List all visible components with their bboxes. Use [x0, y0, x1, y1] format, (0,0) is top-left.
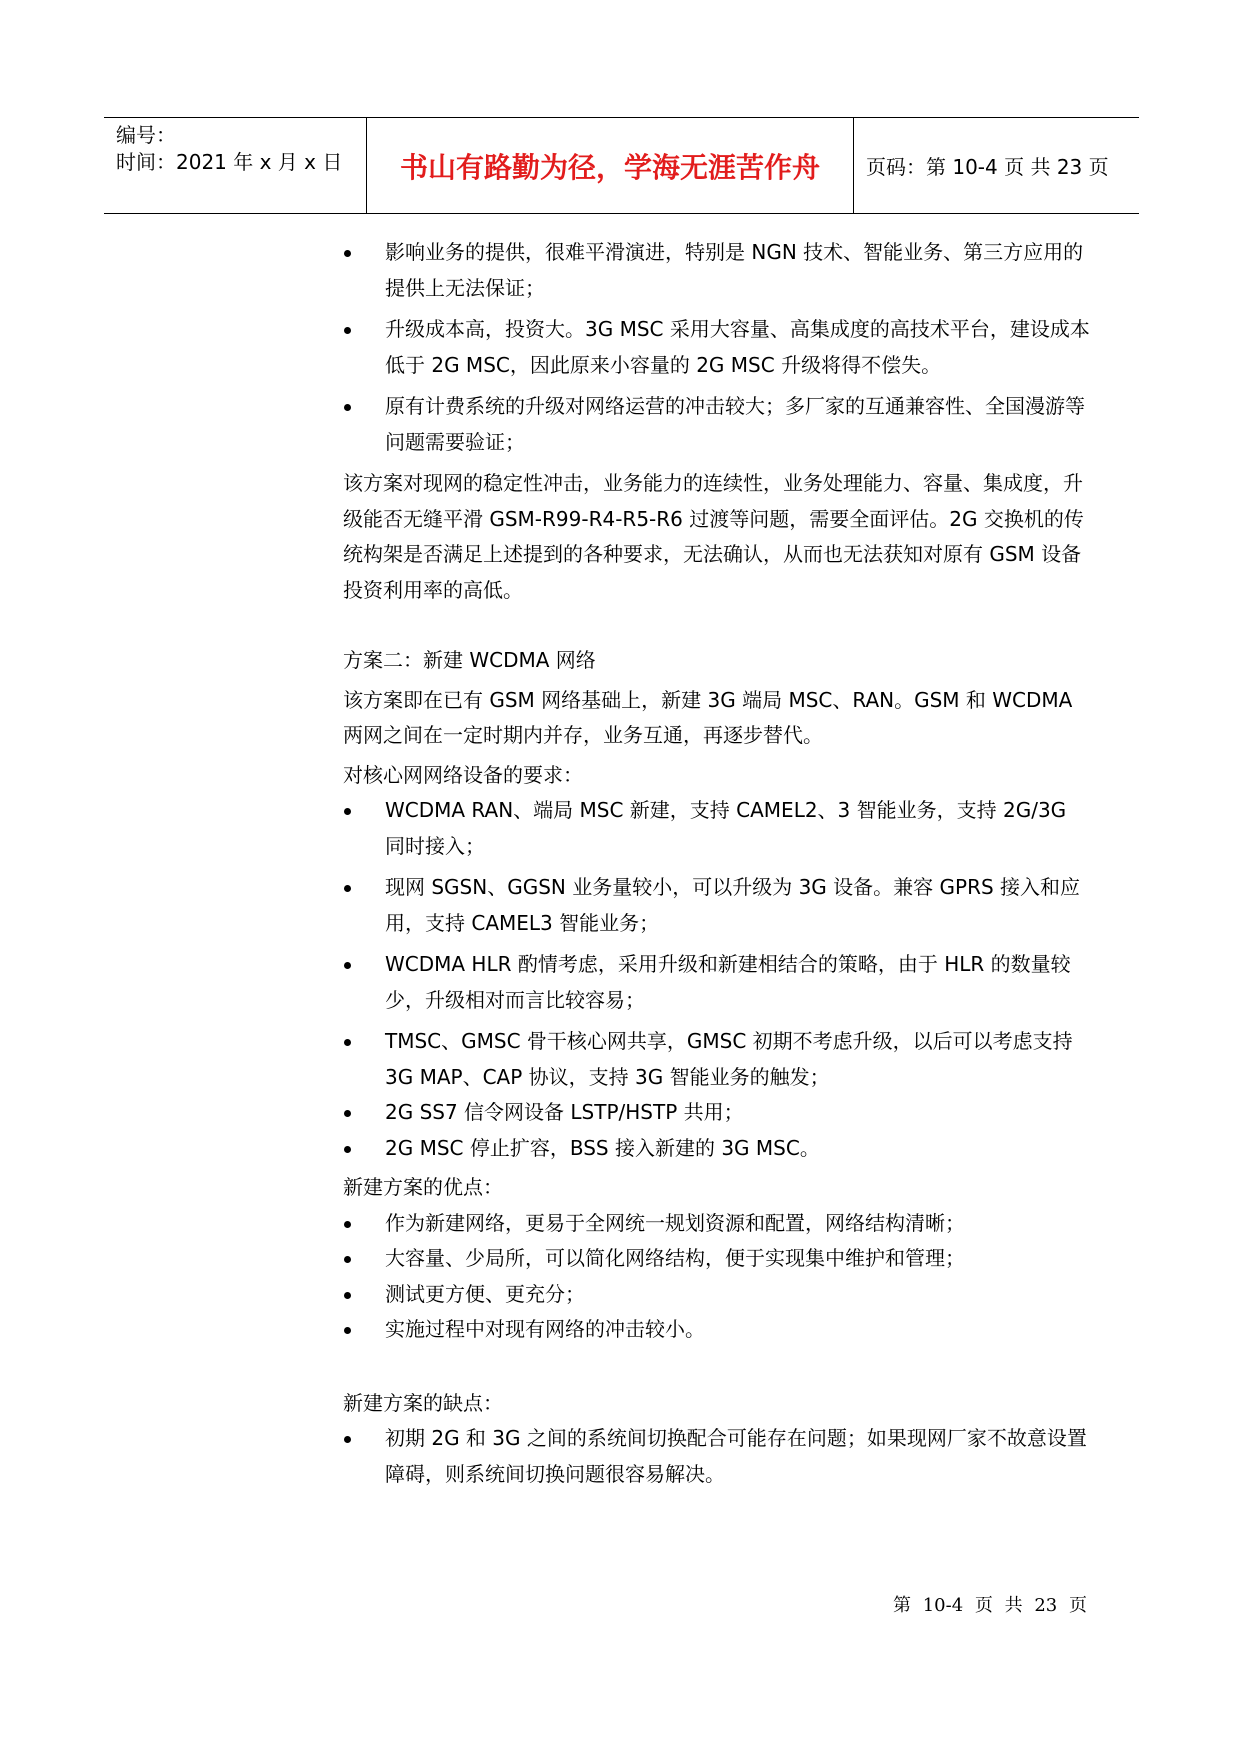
bullet-dot-icon [344, 1039, 351, 1046]
list-item: 测试更方便、更充分； [343, 1277, 1091, 1313]
bullet-dot-icon [344, 1110, 351, 1117]
list-item: 作为新建网络，更易于全网统一规划资源和配置，网络结构清晰； [343, 1206, 1091, 1242]
page-header [104, 117, 1139, 214]
section1-summary: 该方案对现网的稳定性冲击，业务能力的连续性，业务处理能力、容量、集成度，升级能否无缝平滑 GSM-R99-R4-R5-R6 过渡等问题，需要全面评估。2G 交换机的传统构架是否满足上述提到的各种要求，无法确认，从而也无法获知对原有 GSM 设备投资利用率的高低。 [343, 471, 1084, 602]
section2-intro: 该方案即在已有 GSM 网络基础上，新建 3G 端局 MSC、RAN。GSM 和 WCDMA 两网之间在一定时期内并存，业务互通，再逐步替代。 [343, 687, 1073, 747]
bullet-dot-icon [344, 885, 351, 892]
list-item: 原有计费系统的升级对网络运营的冲击较大；多厂家的互通兼容性、全国漫游等问题需要验证； [343, 389, 1091, 460]
bullet-dot-icon [344, 250, 351, 257]
page-footer: 第 10-4 页 共 23 页 [893, 1595, 1087, 1616]
list-item: 影响业务的提供，很难平滑演进，特别是 NGN 技术、智能业务、第三方应用的提供上无法保证； [343, 235, 1091, 306]
list-item: TMSC、GMSC 骨干核心网共享，GMSC 初期不考虑升级，以后可以考虑支持 3G MAP、CAP 协议，支持 3G 智能业务的触发； [343, 1024, 1091, 1095]
list-item: 2G MSC 停止扩容，BSS 接入新建的 3G MSC。 [343, 1131, 1091, 1167]
list-item: WCDMA HLR 酌情考虑，采用升级和新建相结合的策略，由于 HLR 的数量较少，升级相对而言比较容易； [343, 947, 1091, 1018]
list-item: 现网 SGSN、GGSN 业务量较小，可以升级为 3G 设备。兼容 GPRS 接入和应用，支持 CAMEL3 智能业务； [343, 870, 1091, 941]
list-item: WCDMA RAN、端局 MSC 新建，支持 CAMEL2、3 智能业务，支持 2G/3G 同时接入； [343, 793, 1091, 864]
list-item: 初期 2G 和 3G 之间的系统间切换配合可能存在问题；如果现网厂家不故意设置障碍，则系统间切换问题很容易解决。 [343, 1421, 1091, 1492]
bullet-dot-icon [344, 808, 351, 815]
header-page-number: 页码：第 10-4 页 共 23 页 [866, 155, 1109, 179]
requirements-heading: 对核心网网络设备的要求： [343, 762, 583, 787]
bullet-dot-icon [344, 404, 351, 411]
disadvantages-list [343, 1421, 1091, 1492]
requirements-list [343, 793, 1091, 1166]
bullet-dot-icon [344, 1292, 351, 1299]
bullet-dot-icon [344, 327, 351, 334]
bullet-dot-icon [344, 962, 351, 969]
list-item: 大容量、少局所，可以简化网络结构，便于实现集中维护和管理； [343, 1241, 1091, 1277]
bullet-dot-icon [344, 1221, 351, 1228]
header-motto: 书山有路勤为径，学海无涯苦作舟 [367, 118, 854, 213]
header-meta [104, 118, 367, 213]
document-time-label: 时间：2021 年 x 月 x 日 [116, 150, 343, 174]
advantages-list [343, 1206, 1091, 1348]
disadvantages-heading: 新建方案的缺点： [343, 1390, 503, 1415]
section2-title: 方案二：新建 WCDMA 网络 [343, 648, 596, 672]
bullet-dot-icon [344, 1327, 351, 1334]
list-item: 升级成本高，投资大。3G MSC 采用大容量、高集成度的高技术平台，建设成本低于 2G MSC，因此原来小容量的 2G MSC 升级将得不偿失。 [343, 312, 1091, 383]
document-body [343, 235, 1091, 1492]
document-number-label: 编号： [116, 123, 176, 147]
list-item: 2G SS7 信令网设备 LSTP/HSTP 共用； [343, 1095, 1091, 1131]
bullet-dot-icon [344, 1436, 351, 1443]
advantages-heading: 新建方案的优点： [343, 1175, 503, 1199]
bullet-dot-icon [344, 1256, 351, 1263]
section1-bullet-list [343, 235, 1091, 460]
list-item: 实施过程中对现有网络的冲击较小。 [343, 1312, 1091, 1348]
bullet-dot-icon [344, 1146, 351, 1153]
